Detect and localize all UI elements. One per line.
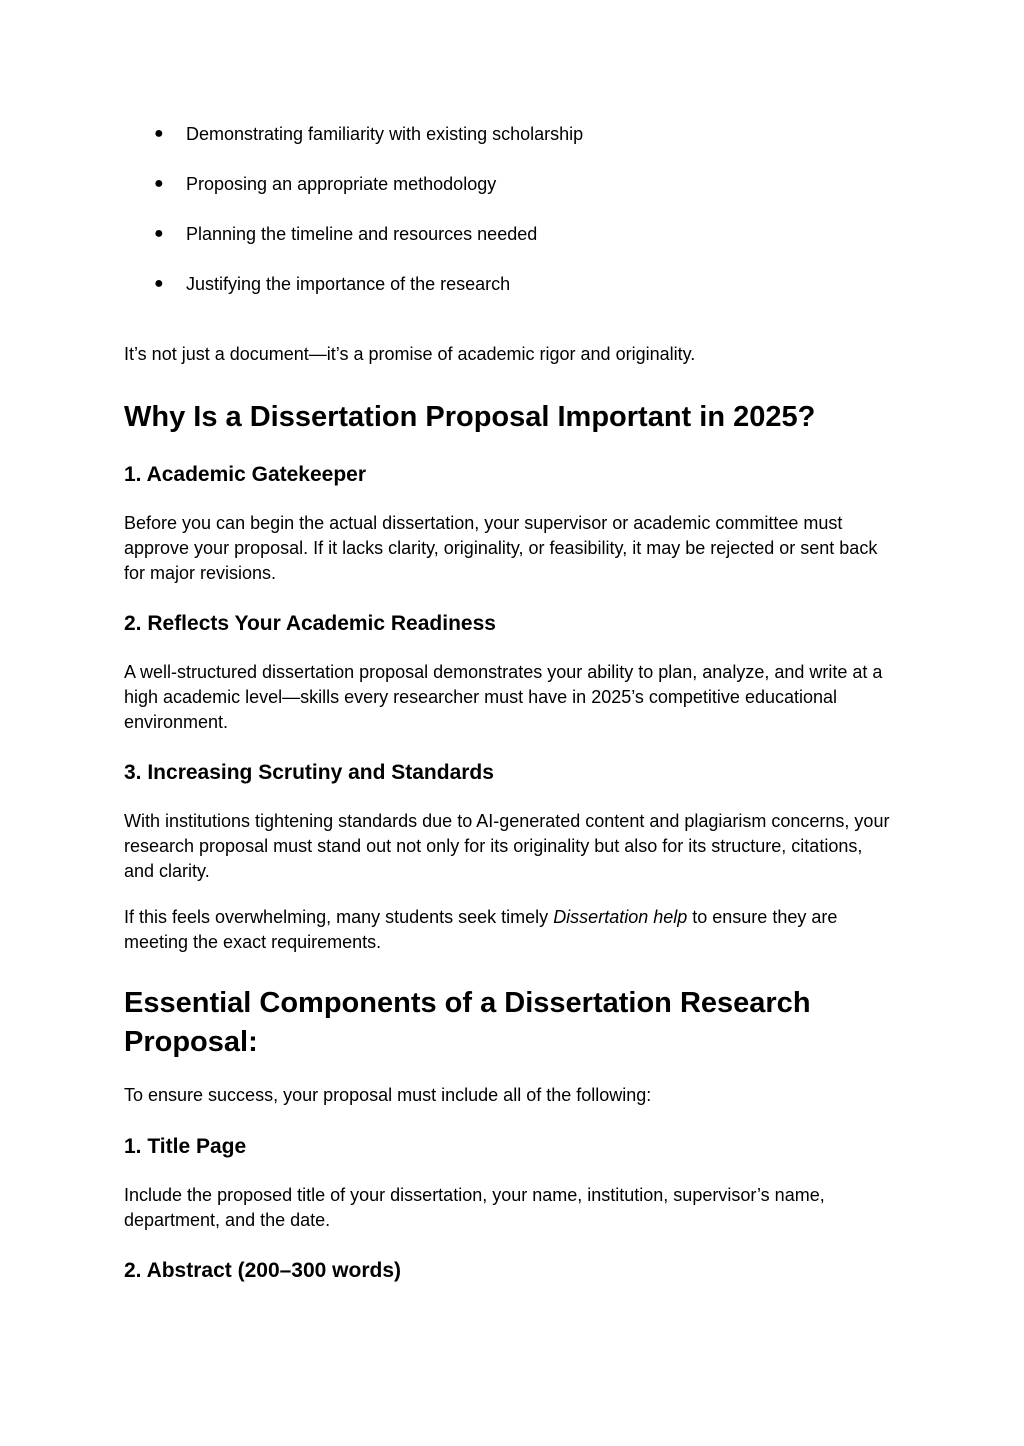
list-item bbox=[124, 272, 894, 322]
help-note-emphasis: Dissertation help bbox=[553, 907, 688, 927]
list-item-text: Justifying the importance of the research bbox=[186, 274, 511, 294]
components-intro-paragraph: To ensure success, your proposal must include all of the following: bbox=[124, 1085, 652, 1105]
components-section-heading: Essential Components of a Dissertation Research Proposal: bbox=[124, 987, 811, 1058]
readiness-heading: 2. Reflects Your Academic Readiness bbox=[124, 612, 496, 635]
list-item bbox=[124, 122, 894, 172]
gatekeeper-heading: 1. Academic Gatekeeper bbox=[124, 463, 367, 486]
purpose-bullet-list bbox=[124, 122, 894, 322]
list-item bbox=[124, 172, 894, 222]
help-note-text-before: If this feels overwhelming, many students seek timely bbox=[124, 907, 554, 927]
list-item-text: Proposing an appropriate methodology bbox=[186, 174, 497, 194]
bullet-icon: ● bbox=[154, 125, 164, 142]
bullet-icon: ● bbox=[154, 175, 164, 192]
scrutiny-heading: 3. Increasing Scrutiny and Standards bbox=[124, 761, 494, 784]
gatekeeper-paragraph: Before you can begin the actual dissertation, your supervisor or academic committee must approve your proposal. If it lacks clarity, originality, or feasibility, it may be rejected or sent back for major revisions. bbox=[124, 513, 878, 583]
intro-closing-paragraph: It’s not just a document—it’s a promise of academic rigor and originality. bbox=[124, 344, 696, 364]
abstract-heading: 2. Abstract (200–300 words) bbox=[124, 1259, 402, 1282]
importance-section-heading: Why Is a Dissertation Proposal Important in 2025? bbox=[124, 401, 816, 433]
scrutiny-paragraph: With institutions tightening standards due to AI-generated content and plagiarism concerns, your research proposal must stand out not only for its originality but also for its structure, citations, and clarity. bbox=[124, 811, 890, 881]
bullet-icon: ● bbox=[154, 225, 164, 242]
help-note-paragraph bbox=[124, 905, 894, 955]
list-item-text: Demonstrating familiarity with existing scholarship bbox=[186, 124, 584, 144]
bullet-icon: ● bbox=[154, 275, 164, 292]
title-page-paragraph: Include the proposed title of your dissertation, your name, institution, supervisor’s name, department, and the date. bbox=[124, 1185, 825, 1230]
list-item-text: Planning the timeline and resources needed bbox=[186, 224, 538, 244]
help-note-text-after: to ensure they are meeting the exact requirements. bbox=[124, 907, 838, 952]
list-item bbox=[124, 222, 894, 272]
title-page-heading: 1. Title Page bbox=[124, 1135, 247, 1158]
readiness-paragraph: A well-structured dissertation proposal demonstrates your ability to plan, analyze, and write at a high academic level—skills every researcher must have in 2025’s competitive educational environment. bbox=[124, 662, 883, 732]
